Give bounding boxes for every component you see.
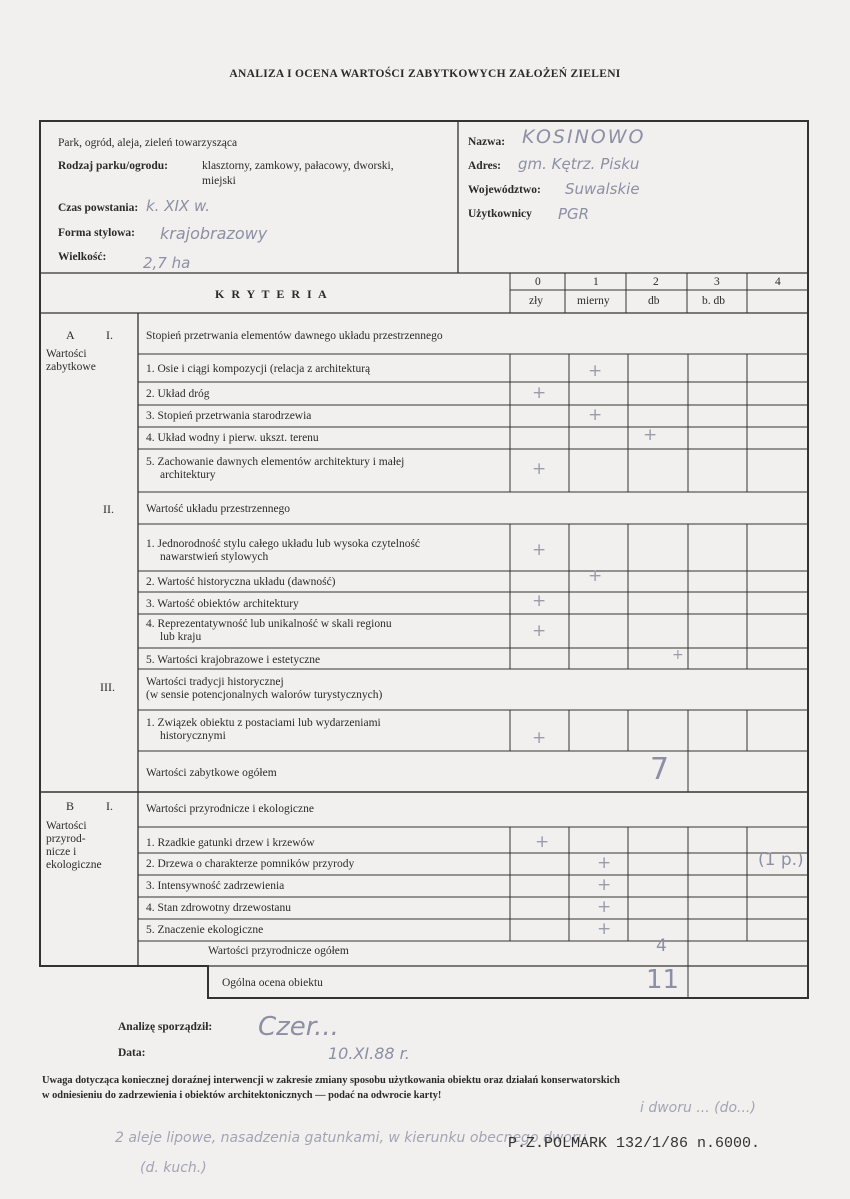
- sporzadzil-label: Analizę sporządził:: [118, 1021, 213, 1033]
- printer-mark: P.Z.POLMARK 132/1/86 n.6000.: [508, 1135, 761, 1152]
- scale-4: 4: [775, 276, 781, 288]
- hw-nazwa: KOSINOWO: [522, 126, 646, 148]
- item-a1-1: 1. Osie i ciągi kompozycji (relacja z architekturą: [146, 363, 371, 375]
- section-a-letter: A: [66, 328, 75, 342]
- mark-a1-4: +: [643, 425, 658, 445]
- section-b-roman: I.: [106, 799, 113, 813]
- section-b-letter: B: [66, 799, 75, 813]
- mark-a1-1: +: [588, 361, 603, 381]
- hw-uzyt: PGR: [558, 205, 590, 223]
- item-a3-1-l2: historycznymi: [160, 730, 226, 742]
- item-a2-3: 3. Wartość obiektów architektury: [146, 598, 299, 610]
- rodzaj-label: Rodzaj parku/ogrodu:: [58, 160, 169, 172]
- czas-label: Czas powstania:: [58, 202, 139, 214]
- adres-label: Adres:: [468, 160, 502, 172]
- hw-bottom-1: 2 aleje lipowe, nasadzenia gatunkami, w kierunku obecnego dworu: [115, 1130, 587, 1146]
- nazwa-label: Nazwa:: [468, 136, 506, 148]
- group-iii-title-1: Wartości tradycji historycznej: [146, 676, 284, 688]
- rodzaj-options-2: miejski: [202, 175, 236, 187]
- hw-data: 10.XI.88 r.: [328, 1044, 410, 1063]
- mark-a2-2: +: [588, 566, 603, 586]
- uzyt-label: Użytkownicy: [468, 208, 532, 220]
- uwaga-line-2: w odniesieniu do zadrzewienia i obiektów architektonicznych — podać na odwrocie karty!: [42, 1090, 442, 1101]
- item-a2-1-l2: nawarstwień stylowych: [160, 551, 269, 563]
- scale-word-3: b. db: [702, 295, 725, 307]
- section-a-name-2: zabytkowe: [46, 361, 96, 373]
- item-a1-2: 2. Układ dróg: [146, 388, 210, 400]
- woj-label: Województwo:: [468, 184, 541, 196]
- section-a-name-1: Wartości: [46, 348, 87, 360]
- mark-b-3: +: [597, 875, 612, 895]
- group-iii-roman: III.: [100, 680, 115, 694]
- group-b-title: Wartości przyrodnicze i ekologiczne: [146, 803, 314, 815]
- item-b-1: 1. Rzadkie gatunki drzew i krzewów: [146, 837, 315, 849]
- scale-1: 1: [593, 276, 599, 288]
- item-a1-5-l2: architektury: [160, 469, 216, 481]
- item-a1-5: 5. Zachowanie dawnych elementów architektury i małej: [146, 456, 405, 468]
- mark-b-1: +: [535, 832, 550, 852]
- hw-woj: Suwalskie: [565, 180, 640, 198]
- item-b-5: 5. Znaczenie ekologiczne: [146, 924, 264, 936]
- page-title: ANALIZA I OCENA WARTOŚCI ZABYTKOWYCH ZAŁOŻEŃ ZIELENI: [229, 68, 621, 80]
- hw-wielkosc: 2,7 ha: [143, 254, 191, 272]
- mark-b-5: +: [597, 919, 612, 939]
- scale-2: 2: [653, 276, 659, 288]
- scale-word-2: db: [648, 295, 660, 307]
- hw-note-1p: (1 p.): [758, 850, 804, 870]
- item-a1-3: 3. Stopień przetrwania starodrzewia: [146, 410, 312, 422]
- section-b-name-2: przyrod-: [46, 833, 86, 845]
- hw-adres: gm. Kętrz. Pisku: [518, 155, 640, 173]
- item-b-2: 2. Drzewa o charakterze pomników przyrody: [146, 858, 355, 870]
- hw-total-zabytkowe: 7: [650, 752, 670, 787]
- scale-word-1: mierny: [577, 295, 610, 307]
- section-b-name-1: Wartości: [46, 820, 87, 832]
- uwaga-line-1: Uwaga dotycząca koniecznej doraźnej interwencji w zakresie zmiany sposobu użytkowania obiektu oraz działań konserwatorskich: [42, 1075, 620, 1086]
- hw-forma: krajobrazowy: [160, 224, 268, 243]
- group-iii-title-2: (w sensie potencjonalnych walorów turystycznych): [146, 689, 383, 701]
- wielkosc-label: Wielkość:: [58, 251, 107, 263]
- group-i-title: Stopień przetrwania elementów dawnego układu przestrzennego: [146, 330, 443, 342]
- mark-a2-4: +: [532, 621, 547, 641]
- hw-total-przyrodnicze: 4: [656, 936, 667, 956]
- mark-a1-3: +: [588, 405, 603, 425]
- kryteria-label: K R Y T E R I A: [215, 287, 329, 301]
- item-a3-1: 1. Związek obiektu z postaciami lub wydarzeniami: [146, 717, 381, 729]
- mark-a2-3: +: [532, 591, 547, 611]
- hw-bottom-2: (d. kuch.): [140, 1160, 207, 1176]
- mark-a1-2: +: [532, 383, 547, 403]
- item-a2-2: 2. Wartość historyczna układu (dawność): [146, 576, 336, 588]
- rodzaj-options-1: klasztorny, zamkowy, pałacowy, dworski,: [202, 160, 394, 172]
- data-label: Data:: [118, 1047, 146, 1059]
- group-ii-title: Wartość układu przestrzennego: [146, 503, 291, 515]
- hw-czas: k. XIX w.: [146, 197, 211, 215]
- hw-sporzadzil: Czer...: [258, 1012, 339, 1042]
- hw-ogolna: 11: [646, 965, 680, 995]
- scale-3: 3: [714, 276, 720, 288]
- scale-0: 0: [535, 276, 541, 288]
- forma-label: Forma stylowa:: [58, 227, 135, 239]
- section-b-name-4: ekologiczne: [46, 859, 102, 871]
- section-b-name-3: nicze i: [46, 846, 77, 858]
- park-line: Park, ogród, aleja, zieleń towarzysząca: [58, 137, 238, 149]
- item-a2-1: 1. Jednorodność stylu całego układu lub wysoka czytelność: [146, 538, 421, 550]
- item-b-4: 4. Stan zdrowotny drzewostanu: [146, 902, 291, 914]
- mark-b-2: +: [597, 853, 612, 873]
- item-a2-4-l2: lub kraju: [160, 631, 202, 643]
- total-zabytkowe-label: Wartości zabytkowe ogółem: [146, 767, 277, 779]
- item-a1-4: 4. Układ wodny i pierw. ukszt. terenu: [146, 432, 319, 444]
- mark-a3-1: +: [532, 728, 547, 748]
- mark-a1-5: +: [532, 459, 547, 479]
- total-przyrodnicze-label: Wartości przyrodnicze ogółem: [208, 945, 349, 957]
- mark-a2-5: +: [672, 647, 684, 663]
- group-ii-roman: II.: [103, 502, 114, 516]
- item-a2-5: 5. Wartości krajobrazowe i estetyczne: [146, 654, 321, 666]
- item-b-3: 3. Intensywność zadrzewienia: [146, 880, 285, 892]
- section-a-roman: I.: [106, 328, 113, 342]
- mark-b-4: +: [597, 897, 612, 917]
- ogolna-label: Ogólna ocena obiektu: [222, 977, 323, 989]
- scale-word-0: zły: [529, 295, 544, 307]
- hw-right-note: i dworu ... (do...): [640, 1100, 756, 1116]
- item-a2-4: 4. Reprezentatywność lub unikalność w skali regionu: [146, 618, 392, 630]
- mark-a2-1: +: [532, 540, 547, 560]
